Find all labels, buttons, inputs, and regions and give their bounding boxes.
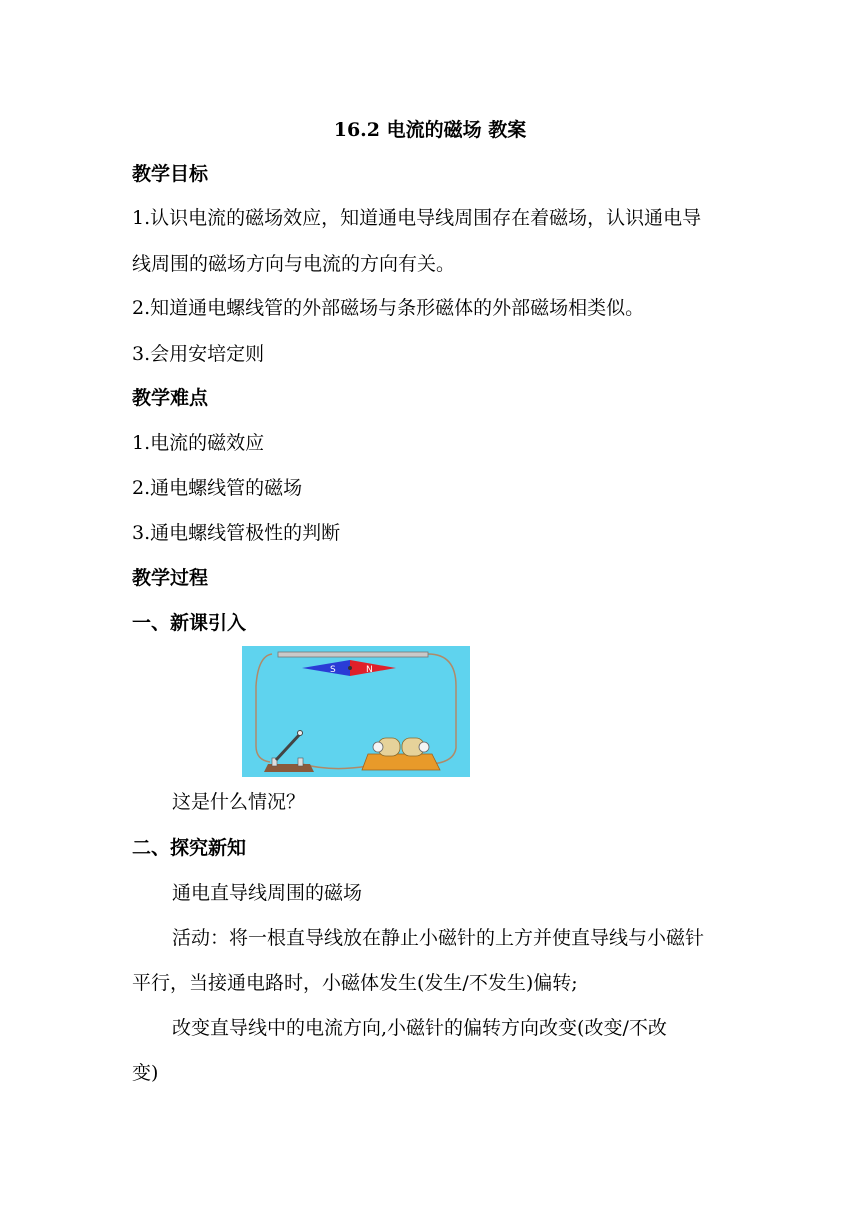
goals-heading: 教学目标 xyxy=(132,163,209,185)
oersted-experiment-figure xyxy=(242,646,470,777)
activity-line-1: 活动：将一根直导线放在静止小磁针的上方并使直导线与小磁针 xyxy=(172,927,705,949)
needle-south-half xyxy=(302,660,350,676)
difficulties-heading: 教学难点 xyxy=(132,387,209,409)
explore-heading: 二、探究新知 xyxy=(132,837,247,859)
needle-north-half xyxy=(350,660,396,676)
goal-item-1-cont: 线周围的磁场方向与电流的方向有关。 xyxy=(132,253,456,275)
figure-caption: 这是什么情况？ xyxy=(172,791,306,813)
needle-label-n: N xyxy=(366,665,373,675)
goal-item-1: 1.认识电流的磁场效应，知道通电导线周围存在着磁场，认识通电导 xyxy=(132,207,702,229)
straight-wire xyxy=(278,652,428,657)
explore-subheading: 通电直导线周围的磁场 xyxy=(172,882,363,904)
goal-item-2: 2.知道通电螺线管的外部磁场与条形磁体的外部磁场相类似。 xyxy=(132,297,645,319)
process-heading: 教学过程 xyxy=(132,567,209,589)
switch-post-right xyxy=(298,758,303,766)
wire-left xyxy=(256,654,272,762)
change-line-1: 改变直导线中的电流方向,小磁针的偏转方向改变(改变/不改 xyxy=(172,1017,667,1039)
difficulty-item-1: 1.电流的磁效应 xyxy=(132,432,265,454)
change-line-2: 变) xyxy=(132,1062,159,1084)
battery-board xyxy=(362,754,440,770)
circuit-illustration xyxy=(242,646,470,777)
needle-label-s: S xyxy=(330,665,336,675)
battery-terminal-1 xyxy=(373,742,383,752)
switch-base xyxy=(264,764,314,772)
activity-line-2: 平行，当接通电路时，小磁体发生(发生/不发生)偏转; xyxy=(132,972,578,994)
intro-heading: 一、新课引入 xyxy=(132,612,247,634)
difficulty-item-3: 3.通电螺线管极性的判断 xyxy=(132,522,341,544)
needle-pivot xyxy=(348,666,352,670)
battery-terminal-2 xyxy=(419,742,429,752)
difficulty-item-2: 2.通电螺线管的磁场 xyxy=(132,477,303,499)
goal-item-3: 3.会用安培定则 xyxy=(132,343,265,365)
page-title: 16.2 电流的磁场 教案 xyxy=(333,119,527,141)
switch-lever xyxy=(276,734,300,760)
switch-handle xyxy=(298,731,303,736)
